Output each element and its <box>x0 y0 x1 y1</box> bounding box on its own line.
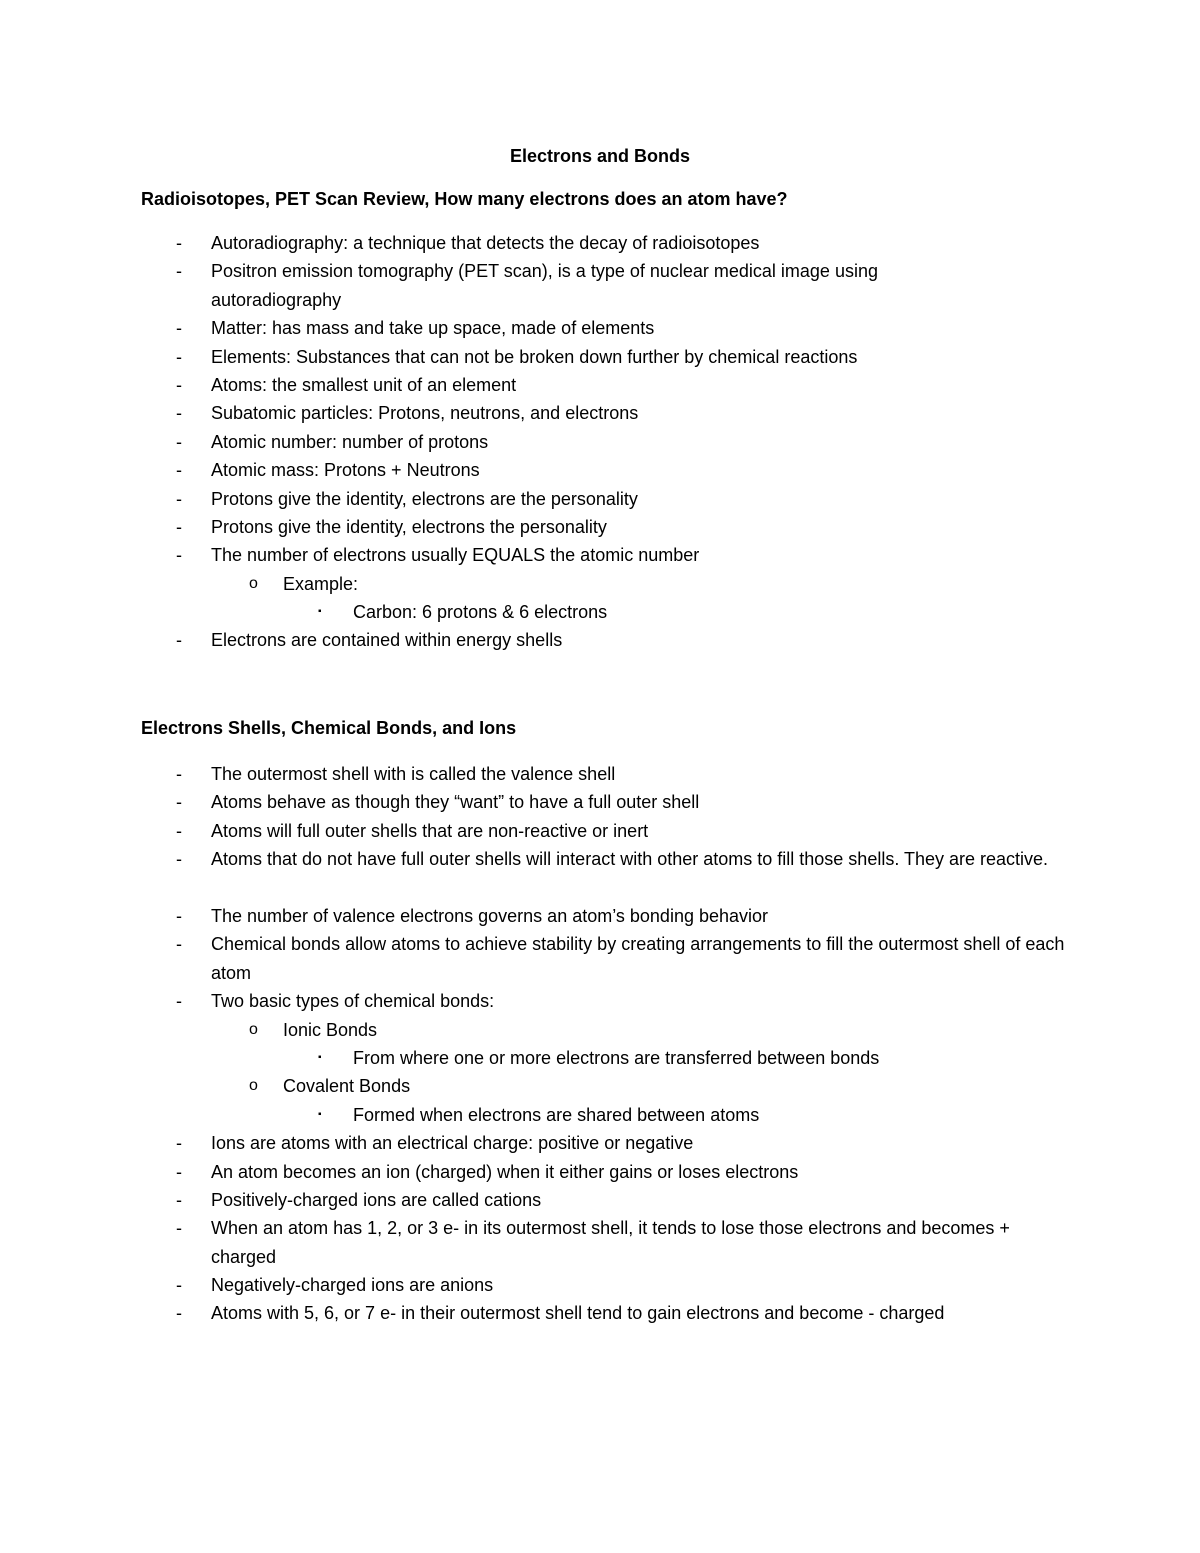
list-item <box>0 513 1200 541</box>
dash-bullet: - <box>176 630 182 651</box>
list-item-text: Atomic number: number of protons <box>211 431 489 452</box>
list-item <box>0 1044 1200 1072</box>
dash-bullet: - <box>176 233 182 253</box>
dash-bullet: - <box>176 991 182 1012</box>
dash-bullet: - <box>176 261 182 282</box>
list-item <box>0 229 1200 257</box>
list-item <box>0 1271 1200 1299</box>
dash-bullet: - <box>176 905 182 926</box>
list-item <box>0 788 1200 816</box>
list-item-text: Covalent Bonds <box>283 1076 411 1097</box>
list-item-text: Atoms behave as though they “want” to have a full outer shell <box>211 792 700 813</box>
list-item <box>0 1072 1200 1100</box>
list-item-text: Chemical bonds allow atoms to achieve stability by creating arrangements to fill the outermost shell of each atom <box>211 934 1065 983</box>
list-item <box>0 343 1200 371</box>
list-item-text: Atoms that do not have full outer shells will interact with other atoms to fill those shells. They are reactive. <box>211 849 1049 870</box>
bullet-list-shells-bonds-ions <box>0 760 1200 1328</box>
list-item-text: Elements: Substances that can not be broken down further by chemical reactions <box>211 346 858 367</box>
dash-bullet: - <box>176 1303 182 1324</box>
dash-bullet: - <box>176 1218 182 1239</box>
list-item-text: Protons give the identity, electrons are the personality <box>211 488 638 509</box>
list-item <box>0 1299 1200 1327</box>
square-bullet: ▪ <box>318 606 322 618</box>
list-item <box>0 987 1200 1015</box>
dash-bullet: - <box>176 460 182 481</box>
list-item <box>0 1101 1200 1129</box>
dash-bullet: - <box>176 431 182 452</box>
list-item-text: Electrons are contained within energy shells <box>211 630 563 651</box>
bullet-list-radioisotopes <box>0 229 1200 655</box>
page-title: Electrons and Bonds <box>509 146 691 166</box>
list-item <box>0 428 1200 456</box>
list-item <box>0 570 1200 598</box>
dash-bullet: - <box>176 849 182 870</box>
list-item <box>0 845 1200 902</box>
list-item <box>0 1158 1200 1186</box>
dash-bullet: - <box>176 820 182 841</box>
list-item-text: Ions are atoms with an electrical charge: positive or negative <box>211 1133 694 1154</box>
list-item <box>0 817 1200 845</box>
list-item-text: Formed when electrons are shared between atoms <box>353 1104 760 1125</box>
dash-bullet: - <box>176 1189 182 1210</box>
list-item <box>0 930 1200 987</box>
list-item-text: Example: <box>283 573 359 594</box>
dash-bullet: - <box>176 1133 182 1154</box>
dash-bullet: - <box>176 764 182 784</box>
list-item-text: Atomic mass: Protons + Neutrons <box>211 460 480 481</box>
list-item <box>0 399 1200 427</box>
list-item-text: Carbon: 6 protons & 6 electrons <box>353 602 608 623</box>
circle-bullet: o <box>249 1077 258 1095</box>
list-item <box>0 1129 1200 1157</box>
list-item <box>0 485 1200 513</box>
list-item <box>0 598 1200 626</box>
list-item <box>0 257 1200 314</box>
list-item-text: Atoms: the smallest unit of an element <box>211 374 517 395</box>
list-item-text: Positively-charged ions are called cations <box>211 1189 542 1210</box>
list-item <box>0 1214 1200 1271</box>
dash-bullet: - <box>176 318 182 339</box>
list-item-text: The number of electrons usually EQUALS the atomic number <box>211 545 700 566</box>
list-item-text: Subatomic particles: Protons, neutrons, and electrons <box>211 403 639 424</box>
list-item-text: The number of valence electrons governs an atom’s bonding behavior <box>211 905 769 926</box>
list-item <box>0 902 1200 930</box>
dash-bullet: - <box>176 488 182 509</box>
circle-bullet: o <box>249 1020 258 1038</box>
section-heading-shells-bonds-ions: Electrons Shells, Chemical Bonds, and Ions <box>141 718 517 738</box>
list-item-text: From where one or more electrons are transferred between bonds <box>353 1047 880 1068</box>
dash-bullet: - <box>176 516 182 537</box>
list-item-text: Protons give the identity, electrons the personality <box>211 516 607 537</box>
list-item <box>0 541 1200 569</box>
square-bullet: ▪ <box>318 1108 322 1120</box>
dash-bullet: - <box>176 346 182 367</box>
square-bullet: ▪ <box>318 1051 322 1063</box>
list-item-text: Positron emission tomography (PET scan), is a type of nuclear medical image using autoradiography <box>211 261 878 310</box>
dash-bullet: - <box>176 545 182 566</box>
list-item-text: Ionic Bonds <box>283 1019 378 1040</box>
dash-bullet: - <box>176 1275 182 1296</box>
dash-bullet: - <box>176 403 182 424</box>
list-item <box>0 760 1200 788</box>
section-heading-radioisotopes: Radioisotopes, PET Scan Review, How many electrons does an atom have? <box>141 189 788 209</box>
list-item <box>0 1186 1200 1214</box>
list-item <box>0 371 1200 399</box>
list-item-text: Atoms will full outer shells that are non-reactive or inert <box>211 820 649 841</box>
list-item-text: Two basic types of chemical bonds: <box>211 991 495 1012</box>
list-item-text: Atoms with 5, 6, or 7 e- in their outermost shell tend to gain electrons and become - charged <box>211 1303 945 1324</box>
list-item-text: Matter: has mass and take up space, made of elements <box>211 318 655 339</box>
list-item <box>0 1016 1200 1044</box>
list-item-text: When an atom has 1, 2, or 3 e- in its outermost shell, it tends to lose those electrons and becomes + charged <box>211 1218 1010 1267</box>
list-item-text: The outermost shell with is called the valence shell <box>211 764 616 784</box>
list-item-text: Negatively-charged ions are anions <box>211 1275 494 1296</box>
dash-bullet: - <box>176 374 182 395</box>
list-item <box>0 626 1200 654</box>
list-item <box>0 456 1200 484</box>
dash-bullet: - <box>176 934 182 955</box>
list-item-text: Autoradiography: a technique that detects the decay of radioisotopes <box>211 233 760 253</box>
list-item-text: An atom becomes an ion (charged) when it either gains or loses electrons <box>211 1161 799 1182</box>
dash-bullet: - <box>176 1161 182 1182</box>
list-item <box>0 314 1200 342</box>
circle-bullet: o <box>249 574 258 592</box>
dash-bullet: - <box>176 792 182 813</box>
